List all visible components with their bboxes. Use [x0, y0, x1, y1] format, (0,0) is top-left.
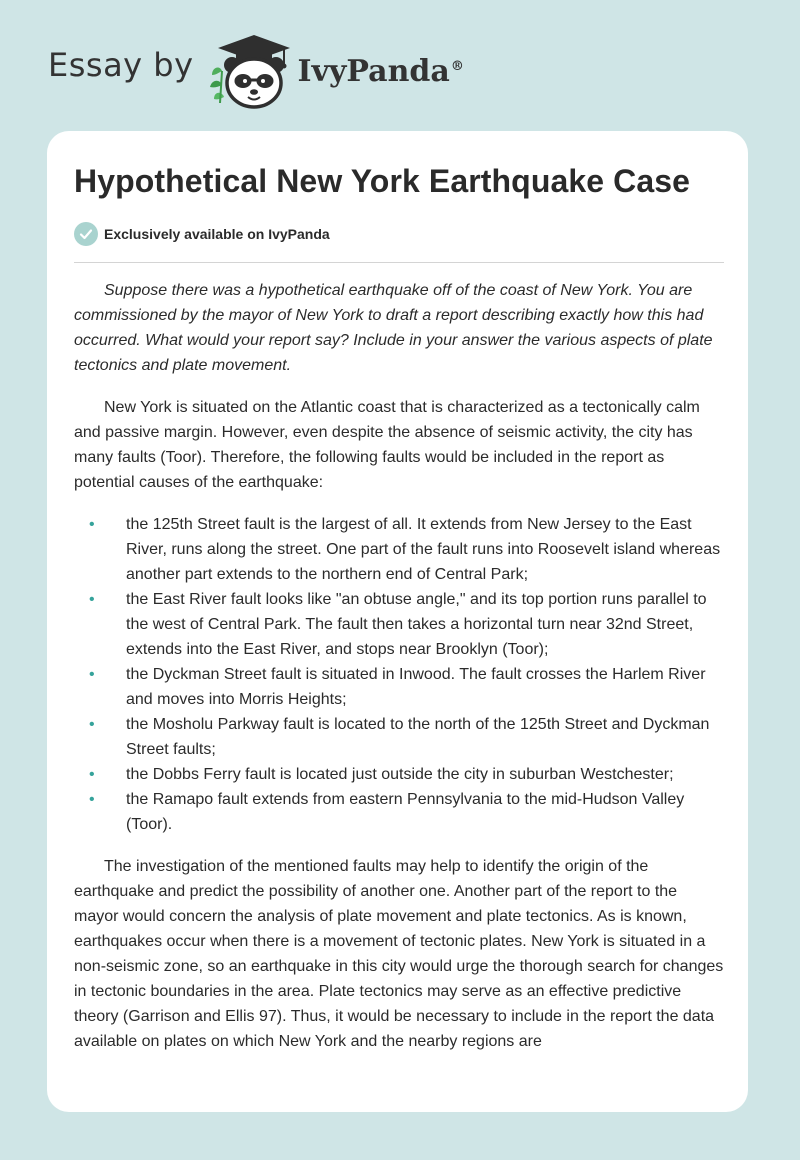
- registered-mark: ®: [450, 58, 464, 74]
- list-item: [74, 587, 724, 662]
- ivypanda-logo[interactable]: [208, 31, 464, 109]
- panda-graduate-icon: [208, 31, 292, 109]
- essay-by-label: Essay by: [48, 46, 194, 84]
- bullet-icon: •: [89, 791, 95, 808]
- bullet-icon: •: [89, 666, 95, 683]
- brand-text: IvyPanda: [297, 53, 450, 89]
- bullet-icon: •: [89, 516, 95, 533]
- list-item-text: the Dyckman Street fault is situated in Inwood. The fault crosses the Harlem River and moves into Morris Heights;: [126, 666, 706, 708]
- bullet-icon: •: [89, 766, 95, 783]
- list-item-text: the Mosholu Parkway fault is located to the north of the 125th Street and Dyckman Street faults;: [126, 716, 710, 758]
- list-item: [74, 662, 724, 712]
- bullet-icon: •: [89, 716, 95, 733]
- faults-list: [74, 512, 724, 837]
- paragraph: The investigation of the mentioned faults may help to identify the origin of the earthquake and predict the possibility of another one. Another part of the report to the mayor would concern the analysis of plate movement and plate tectonics. As is known, earthquakes occur when there is a movement of tectonic plates. New York is situated in a non-seismic zone, so an earthquake in this city would urge the thorough search for changes in tectonic boundaries in the area. Plate tectonics may serve as an effective predictive theory (Garrison and Ellis 97). Thus, it would be necessary to include in the report the data available on plates on which New York and the nearby regions are: [74, 858, 724, 1050]
- essay-body: [74, 278, 724, 1071]
- list-item-text: the Dobbs Ferry fault is located just outside the city in suburban Westchester;: [126, 766, 674, 783]
- essay-card: [47, 131, 748, 1112]
- list-item: [74, 512, 724, 587]
- list-item: [74, 712, 724, 762]
- page-title: Hypothetical New York Earthquake Case: [74, 163, 691, 199]
- exclusive-badge: [74, 222, 330, 246]
- list-item: [74, 762, 724, 787]
- list-item-text: the Ramapo fault extends from eastern Pennsylvania to the mid-Hudson Valley (Toor).: [126, 791, 685, 833]
- list-item-text: the 125th Street fault is the largest of all. It extends from New Jersey to the East River, runs along the street. One part of the fault runs into Roosevelt island whereas another part extends to the northern end of Central Park;: [126, 516, 721, 583]
- exclusive-badge-label: Exclusively available on IvyPanda: [104, 226, 330, 242]
- divider: [74, 262, 724, 263]
- list-item-text: the East River fault looks like "an obtuse angle," and its top portion runs parallel to the west of Central Park. The fault then takes a horizontal turn near 32nd Street, extends into the East River, and stops near Brooklyn (Toor);: [126, 591, 707, 658]
- bullet-icon: •: [89, 591, 95, 608]
- essay-question: Suppose there was a hypothetical earthquake off of the coast of New York. You are commissioned by the mayor of New York to draft a report describing exactly how this had occurred. What would your report say? Include in your answer the various aspects of plate tectonics and plate movement.: [74, 282, 713, 374]
- check-icon: [74, 222, 98, 246]
- list-item: [74, 787, 724, 837]
- site-header: [48, 30, 464, 110]
- paragraph: New York is situated on the Atlantic coast that is characterized as a tectonically calm and passive margin. However, even despite the absence of seismic activity, the city has many faults (Toor). Therefore, the following faults would be included in the report as potential causes of the earthquake:: [74, 399, 700, 491]
- brand-name: [298, 54, 464, 89]
